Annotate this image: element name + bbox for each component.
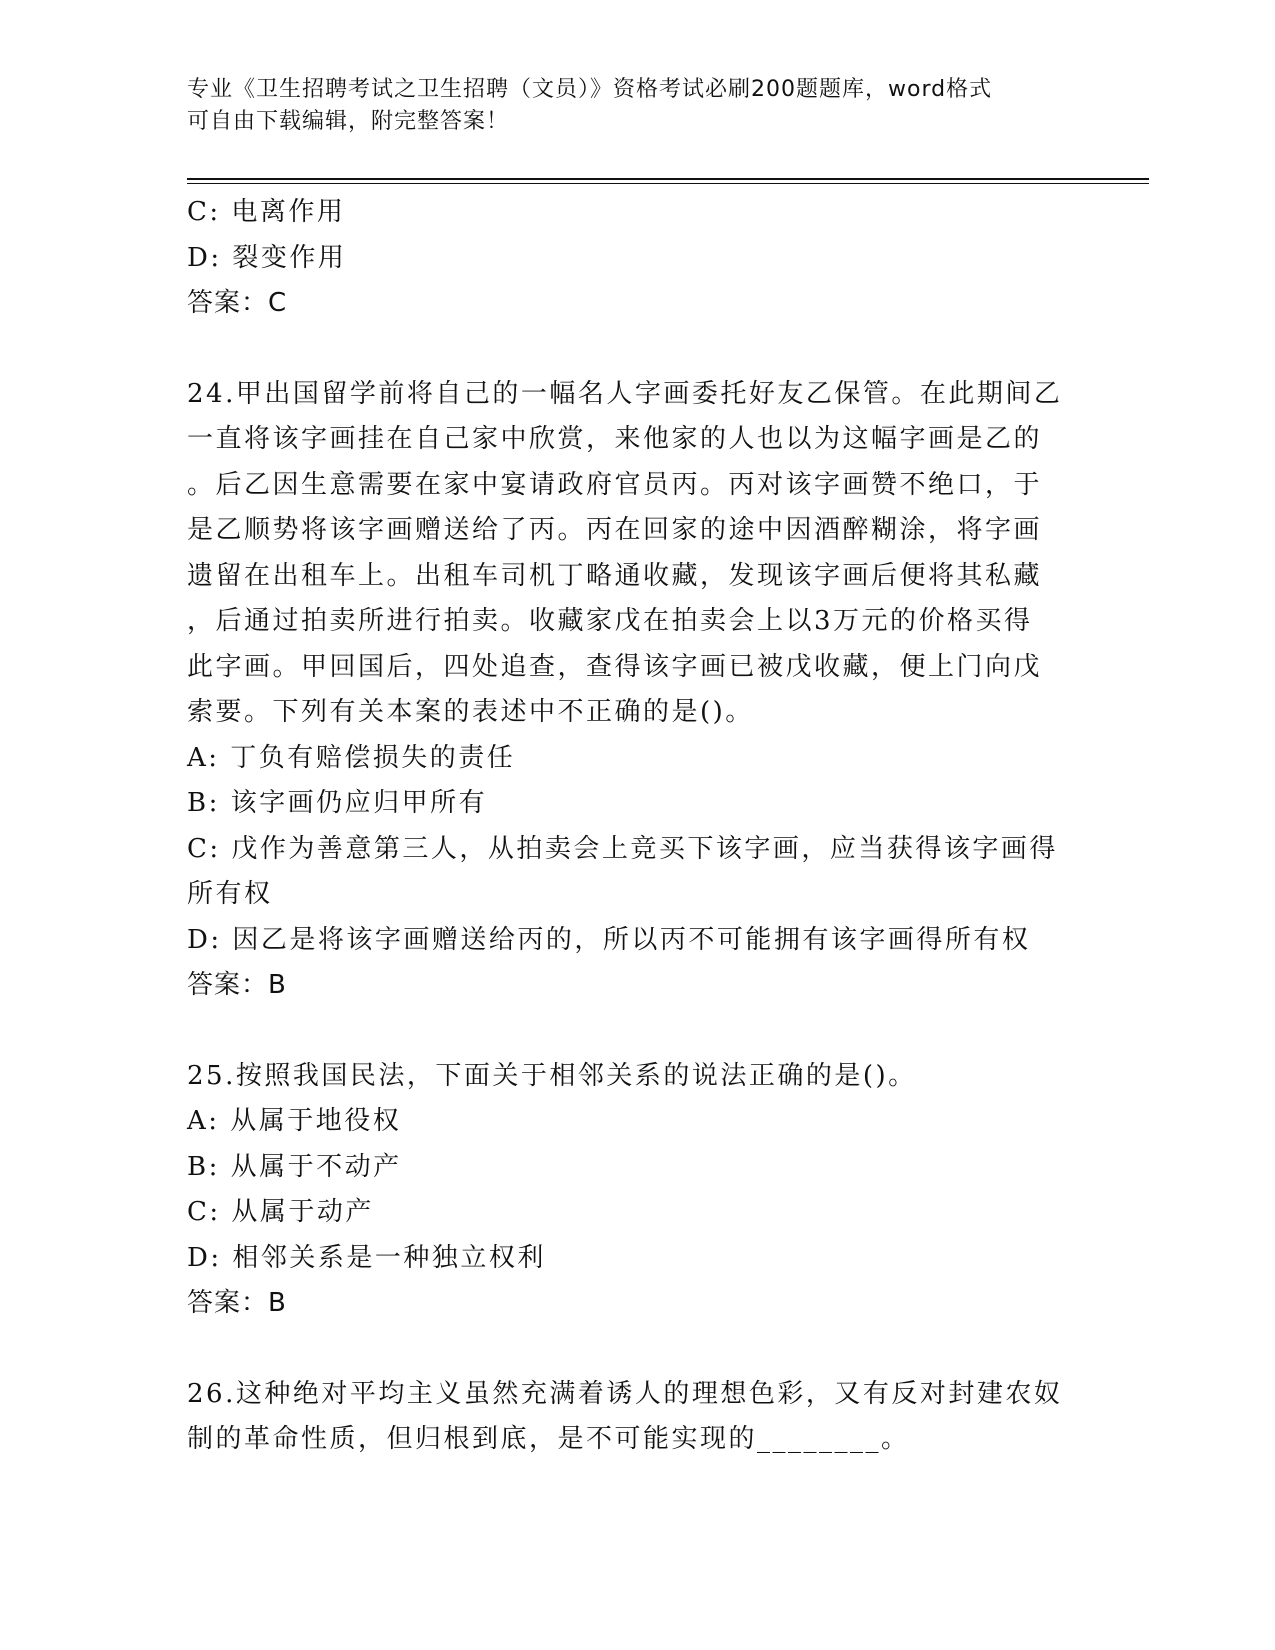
question-stem-line: 此字画。甲回国后，四处追查，查得该字画已被戊收藏，便上门向戊 — [187, 651, 1043, 682]
option-c: C: 电离作用 — [187, 197, 346, 227]
answer: 答案：B — [187, 1288, 287, 1318]
spacer — [187, 1009, 1082, 1054]
option-a: A: 从属于地役权 — [187, 1106, 402, 1136]
spacer — [187, 1327, 1082, 1372]
question-stem-line: ，后通过拍卖所进行拍卖。收藏家戊在拍卖会上以3万元的价格买得 — [187, 606, 1033, 636]
question-23-tail — [187, 190, 1082, 327]
question-stem-line: 26.这种绝对平均主义虽然充满着诱人的理想色彩，又有反对封建农奴 — [187, 1378, 1063, 1409]
header-divider-thick — [187, 178, 1149, 180]
option-d: D: 相邻关系是一种独立权利 — [187, 1242, 546, 1273]
question-stem-line: 是乙顺势将该字画赠送给了丙。丙在回家的途中因酒醉糊涂，将字画 — [187, 515, 1043, 545]
option-c: C: 从属于动产 — [187, 1197, 374, 1227]
option-c-continued: 所有权 — [187, 879, 273, 909]
option-a: A: 丁负有赔偿损失的责任 — [187, 742, 516, 773]
question-stem-line: 24.甲出国留学前将自己的一幅名人字画委托好友乙保管。在此期间乙 — [187, 378, 1063, 409]
question-stem-line: 。后乙因生意需要在家中宴请政府官员丙。丙对该字画赞不绝口，于 — [187, 469, 1043, 500]
question-stem-line: 制的革命性质，但归根到底，是不可能实现的________。 — [187, 1424, 910, 1454]
header-divider-thin — [187, 183, 1149, 184]
question-stem: 25.按照我国民法，下面关于相邻关系的说法正确的是()。 — [187, 1060, 917, 1091]
header-line-2: 可自由下载编辑，附完整答案！ — [187, 109, 510, 134]
question-stem-line: 索要。下列有关本案的表述中不正确的是()。 — [187, 697, 754, 727]
question-25 — [187, 1054, 1082, 1327]
question-stem-line: 遗留在出租车上。出租车司机丁略通收藏，发现该字画后便将其私藏 — [187, 560, 1043, 591]
header-line-1: 专业《卫生招聘考试之卫生招聘（文员）》资格考试必刷200题题库，word格式 — [187, 77, 993, 102]
question-24 — [187, 372, 1082, 1009]
option-d: D: 因乙是将该字画赠送给丙的，所以丙不可能拥有该字画得所有权 — [187, 924, 1031, 955]
option-d: D: 裂变作用 — [187, 242, 347, 273]
document-header — [187, 74, 1087, 138]
spacer — [187, 327, 1082, 372]
option-c: C: 戊作为善意第三人，从拍卖会上竞买下该字画，应当获得该字画得 — [187, 833, 1058, 864]
answer: 答案：C — [187, 288, 288, 318]
option-b: B: 从属于不动产 — [187, 1151, 402, 1182]
option-b: B: 该字画仍应归甲所有 — [187, 788, 488, 818]
question-stem-line: 一直将该字画挂在自己家中欣赏，来他家的人也以为这幅字画是乙的 — [187, 424, 1043, 454]
document-body — [187, 190, 1082, 1463]
question-26 — [187, 1372, 1082, 1463]
answer: 答案：B — [187, 970, 287, 1000]
